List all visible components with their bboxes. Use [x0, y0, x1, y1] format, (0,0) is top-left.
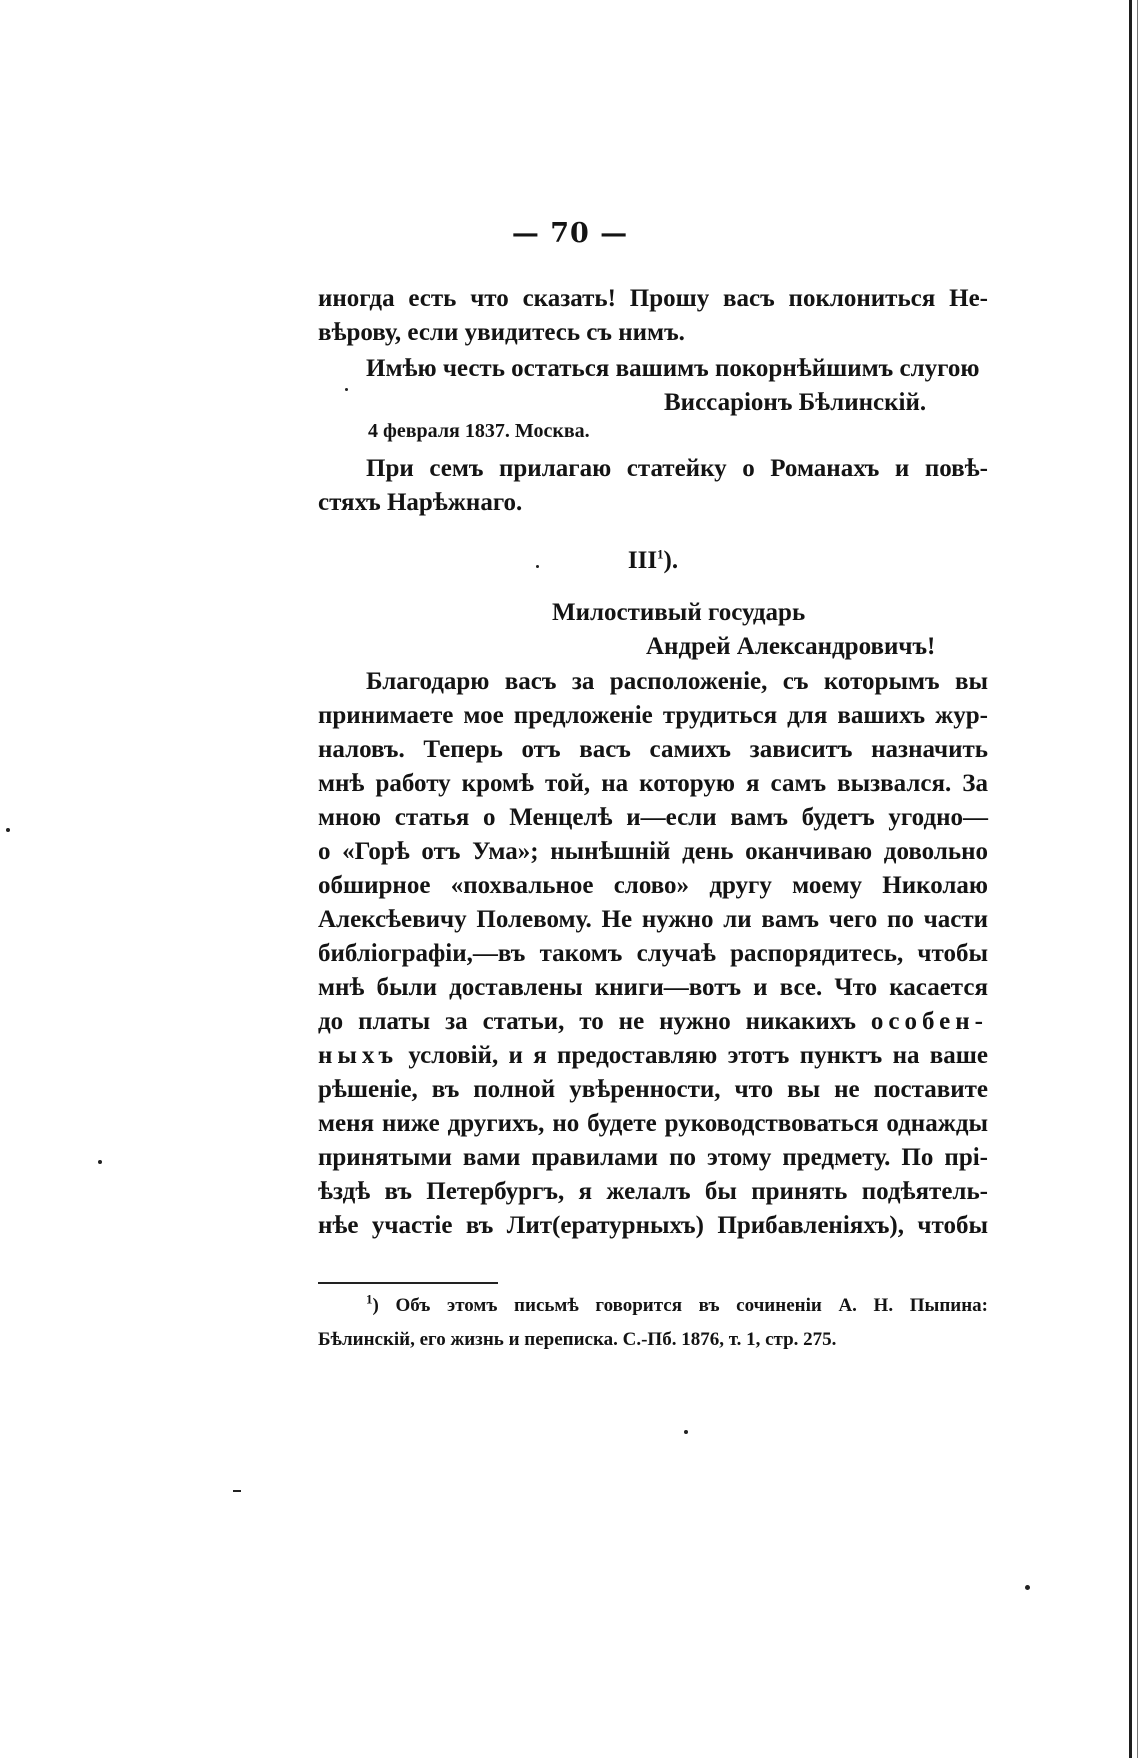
letter-date [318, 414, 988, 448]
scan-speck [1025, 1585, 1030, 1590]
text-line: При семъ прилагаю статейку о Романахъ и повѣ- [366, 455, 988, 482]
salutation [318, 596, 988, 664]
salutation-line: Милостивый государь [552, 599, 806, 626]
text-line: принимаете мое предложеніе трудиться для вашихъ жур- [318, 702, 988, 729]
section-heading [318, 544, 988, 578]
section-number: III$^1$). [627, 546, 679, 574]
text-line: рѣшеніе, въ полной увѣренности, что вы не поставите [318, 1076, 988, 1103]
text-line: принятыми вами правилами по этому предмету. По прі- [318, 1144, 988, 1171]
postscript [318, 452, 988, 520]
scan-speck [684, 1430, 688, 1434]
text-line: Благодарю васъ за расположеніе, съ которымъ вы [366, 668, 988, 695]
text-line: нѣе участіе въ Лит(ературныхъ) Прибавленіяхъ), чтобы [318, 1212, 988, 1239]
date-line: 4 февраля 1837. Москва. [368, 420, 590, 442]
text-line: обширное «похвальное слово» другу моему Николаю [318, 872, 988, 899]
text-line: до платы за статьи, то не нужно никакихъ особен- [318, 1008, 988, 1035]
text-line: мнѣ были доставлены книги—вотъ и все. Что касается [318, 974, 988, 1001]
salutation-line: Андрей Александровичъ! [646, 633, 936, 660]
text-line: стяхъ Нарѣжнаго. [318, 489, 523, 516]
text-line: мною статья о Менцелѣ и—если вамъ будетъ угодно— [318, 804, 988, 831]
text-line: ныхъ условій, и я предоставляю этотъ пунктъ на ваше [318, 1042, 988, 1069]
letter-ending [318, 282, 988, 350]
text-line: Алексѣевичу Полевому. Не нужно ли вамъ чего по части [318, 906, 988, 933]
text-line: о «Горѣ отъ Ума»; нынѣшній день оканчиваю довольно [318, 838, 988, 865]
spaced-word: ныхъ [318, 1042, 399, 1069]
scan-speck [233, 1490, 241, 1492]
footnote-line: Бѣлинскій, его жизнь и переписка. С.-Пб. 1876, т. 1, стр. 275. [318, 1329, 837, 1350]
scan-speck [98, 1160, 102, 1164]
letter-closing [318, 352, 988, 420]
text-line: иногда есть что сказать! Прошу васъ поклониться Не- [318, 285, 988, 312]
footnote [318, 1290, 988, 1358]
page-number: — 70 — [511, 218, 629, 249]
text-line: мнѣ работу кромѣ той, на которую я самъ вызвался. За [318, 770, 988, 797]
closing-line: Имѣю честь остаться вашимъ покорнѣйшимъ слугою [366, 355, 980, 382]
letter-body [318, 665, 988, 1243]
signature: Виссаріонъ Бѣлинскій. [664, 389, 927, 416]
text-line: вѣрову, если увидитесь съ нимъ. [318, 319, 685, 346]
footnote-separator [318, 1282, 498, 1284]
footnote-ref: 1 [657, 546, 664, 562]
spaced-word: особен- [870, 1008, 988, 1035]
page-edge-shadow [1129, 0, 1132, 1758]
scan-speck [6, 828, 10, 832]
page-edge-line [1137, 0, 1138, 1758]
text-line: меня ниже другихъ, но будете руководствоваться однажды [318, 1110, 988, 1137]
footnote-marker: 1 [366, 1291, 373, 1307]
footnote-line: $^1$) Объ этомъ письмѣ говорится въ сочиненіи А. Н. Пыпина: [366, 1291, 988, 1316]
text-line: ѣздѣ въ Петербургъ, я желалъ бы принять подѣятель- [318, 1178, 988, 1205]
text-line: библіографіи,—въ такомъ случаѣ распорядитесь, чтобы [318, 940, 988, 967]
text-line: наловъ. Теперь отъ васъ самихъ зависитъ назначить [318, 736, 988, 763]
